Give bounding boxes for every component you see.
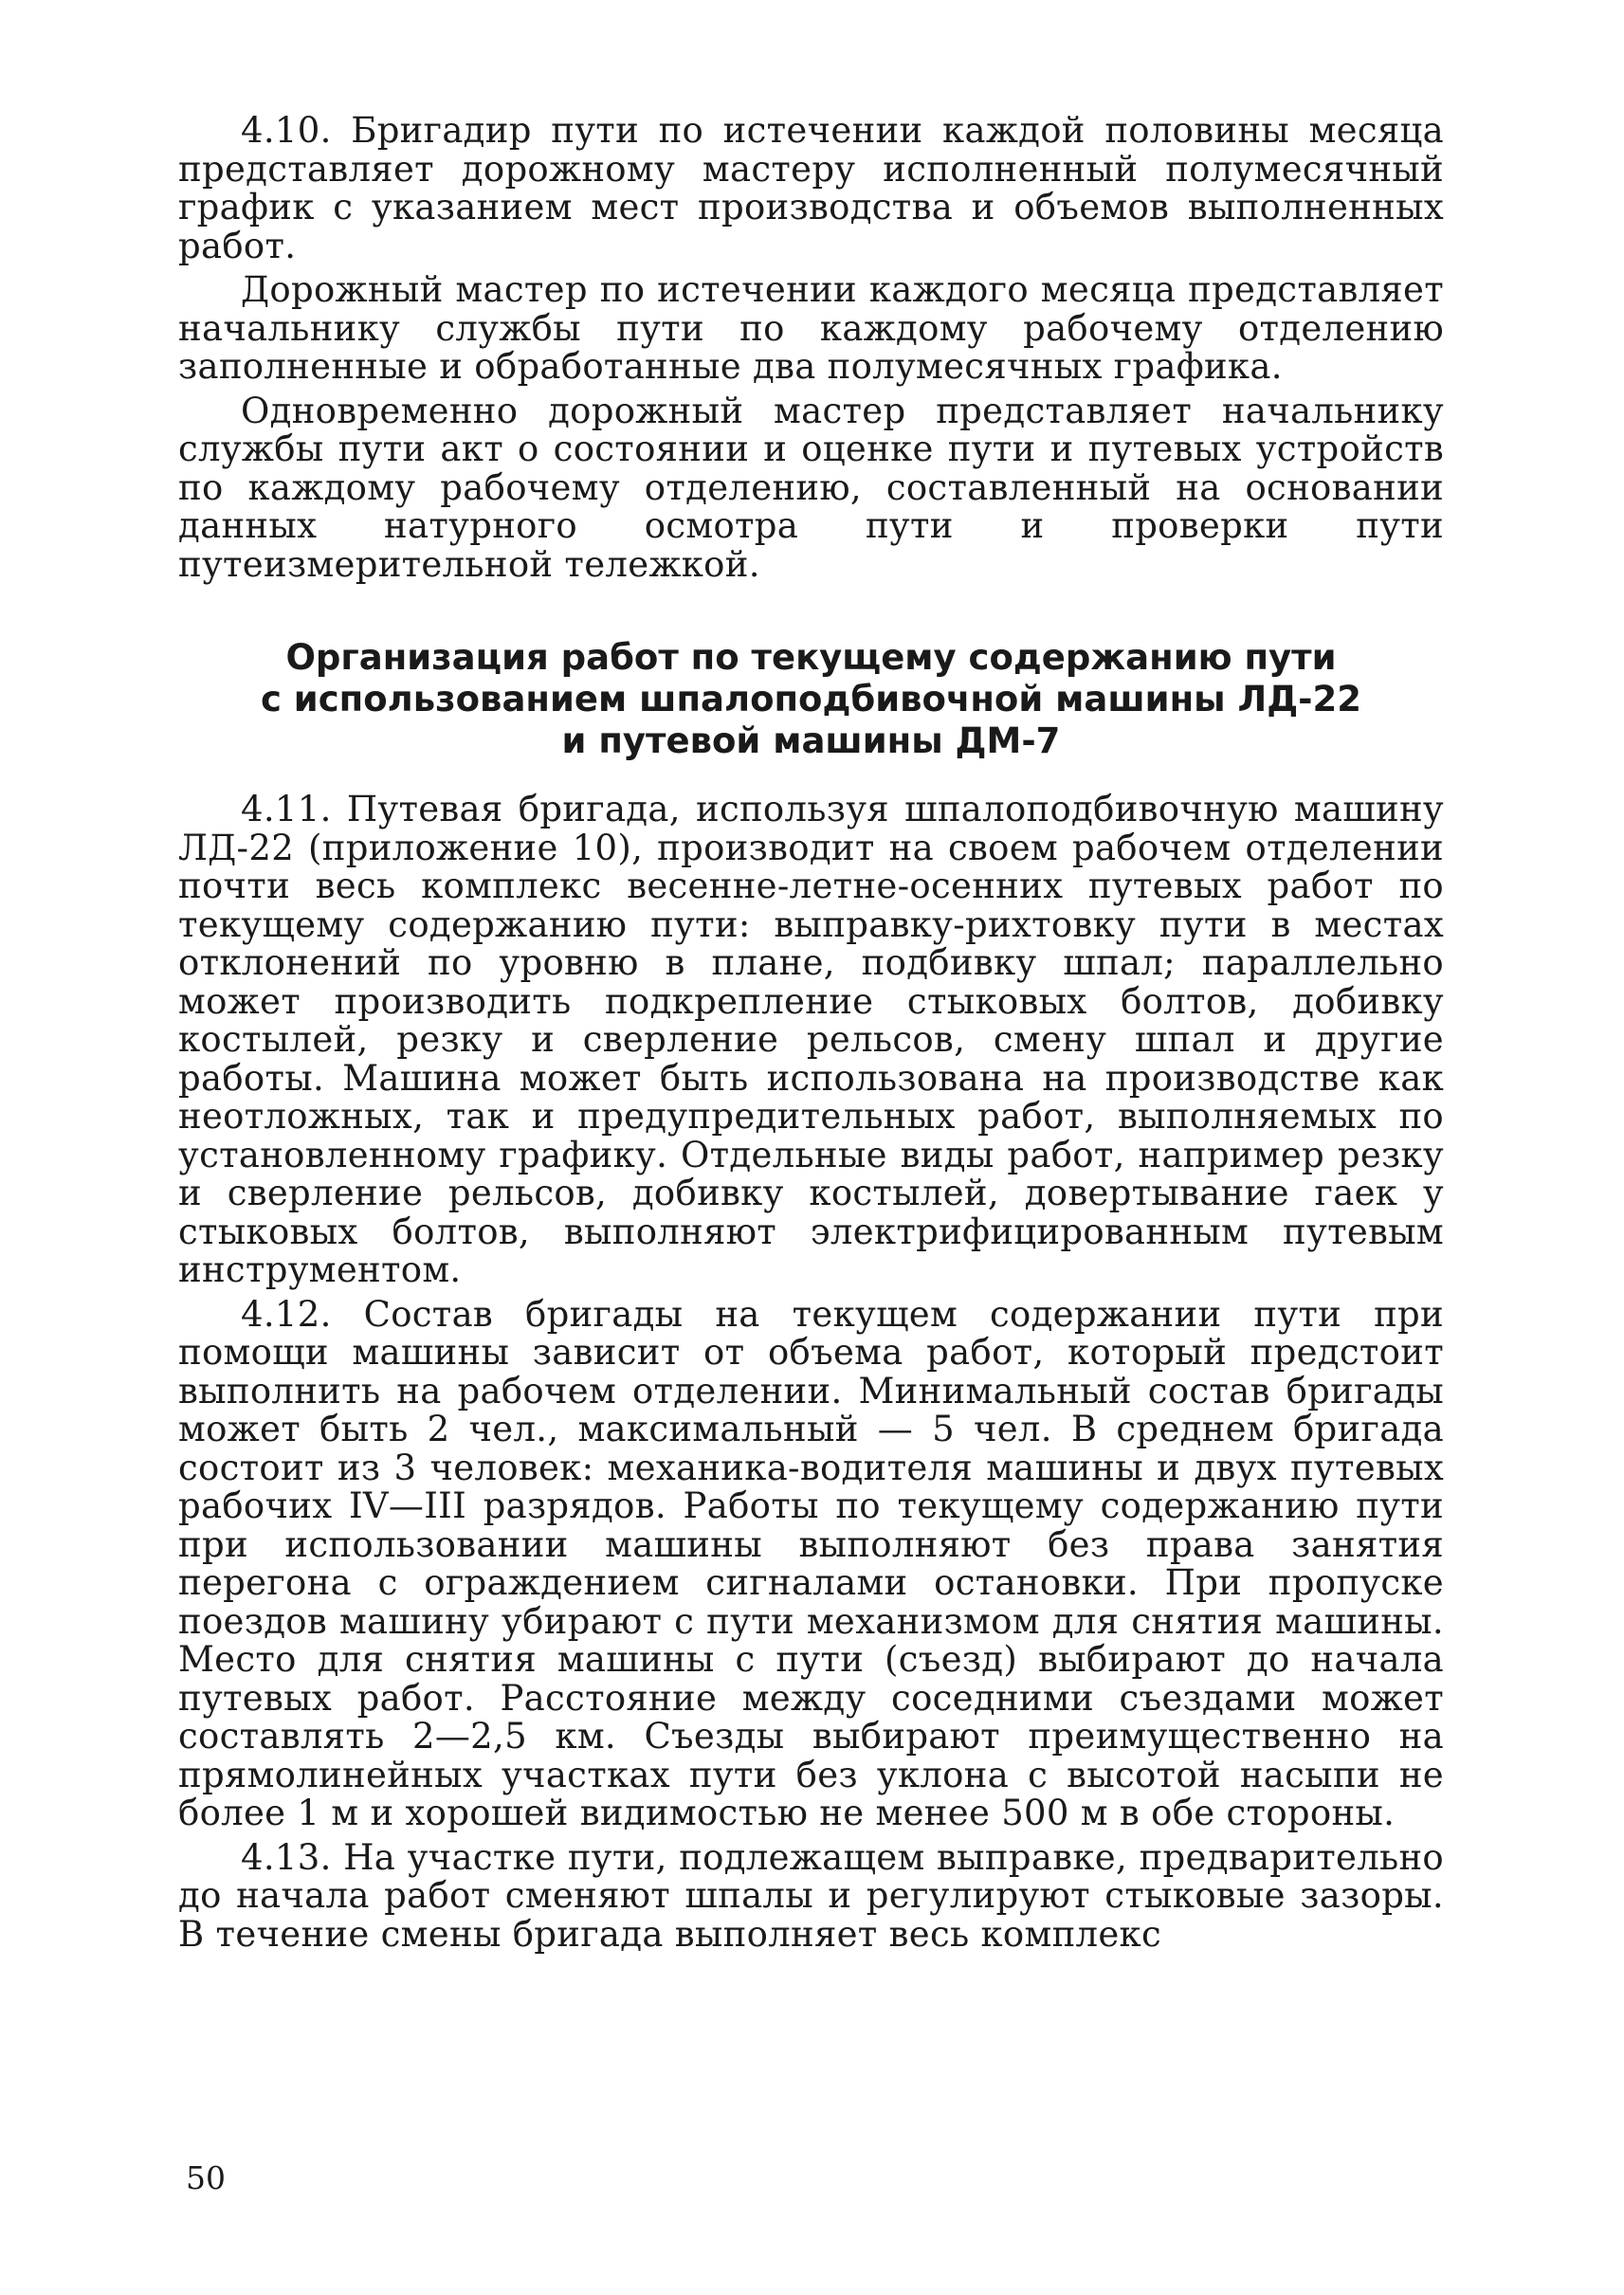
document-page (178, 112, 1444, 1959)
paragraph-track-condition-act: Одновременно дорожный мастер представляет начальнику службы пути акт о состоянии и оценке пути и путевых устройств по каждому рабочему отделению, составленный на основании данных натурного осмотра пути и проверки пути путеизмерительной тележкой. (178, 390, 1444, 585)
paragraph-4-12: 4.12. Состав бригады на текущем содержании пути при помощи машины зависит от объема работ, который предстоит выполнить на рабочем отделении. Минимальный состав бригады может быть 2 чел., максимальный — 5 чел. В среднем бригада состоит из 3 человек: механика-водителя машины и двух путевых рабочих IV—III разрядов. Работы по текущему содержанию пути при использовании машины выполняют без права занятия перегона с ограждением сигналами остановки. При пропуске поездов машину убирают с пути механизмом для снятия машины. Место для снятия машины с пути (съезд) выбирают до начала путевых работ. Расстояние между соседними съездами может составлять 2—2,5 км. Съезды выбирают преимущественно на прямолинейных участках пути без уклона с высотой насыпи не более 1 м и хорошей видимостью не менее 500 м в обе стороны. (178, 1293, 1444, 1833)
section-heading-line-2: с использованием шпалоподбивочной машины ЛД-22 (260, 679, 1362, 719)
section-heading-line-3: и путевой машины ДМ-7 (561, 720, 1061, 761)
paragraph-4-13: 4.13. На участке пути, подлежащем выправке, предварительно до начала работ сменяют шпалы и регулируют стыковые зазоры. В течение смены бригада выполняет весь комплекс (178, 1836, 1444, 1955)
section-heading-line-1: Организация работ по текущему содержанию пути (285, 637, 1337, 678)
page-number: 50 (186, 2159, 226, 2196)
section-heading (178, 637, 1444, 762)
paragraph-4-10: 4.10. Бригадир пути по истечении каждой половины месяца представляет дорожному мастеру исполненный полумесячный график с указанием мест производства и объемов выполненных работ. (178, 110, 1444, 266)
paragraph-4-11: 4.11. Путевая бригада, используя шпалоподбивочную машину ЛД-22 (приложение 10), производит на своем рабочем отделении почти весь комплекс весенне-летне-осенних путевых работ по текущему содержанию пути: выправку-рихтовку пути в местах отклонений по уровню в плане, подбивку шпал; параллельно может производить подкрепление стыковых болтов, добивку костылей, резку и сверление рельсов, смену шпал и другие работы. Машина может быть использована на производстве как неотложных, так и предупредительных работ, выполняемых по установленному графику. Отдельные виды работ, например резку и сверление рельсов, добивку костылей, довертывание гаек у стыковых болтов, выполняют электрифицированным путевым инструментом. (178, 789, 1444, 1290)
paragraph-road-master-report: Дорожный мастер по истечении каждого месяца представляет начальнику службы пути по каждому рабочему отделению заполненные и обработанные два полумесячных графика. (178, 269, 1444, 387)
